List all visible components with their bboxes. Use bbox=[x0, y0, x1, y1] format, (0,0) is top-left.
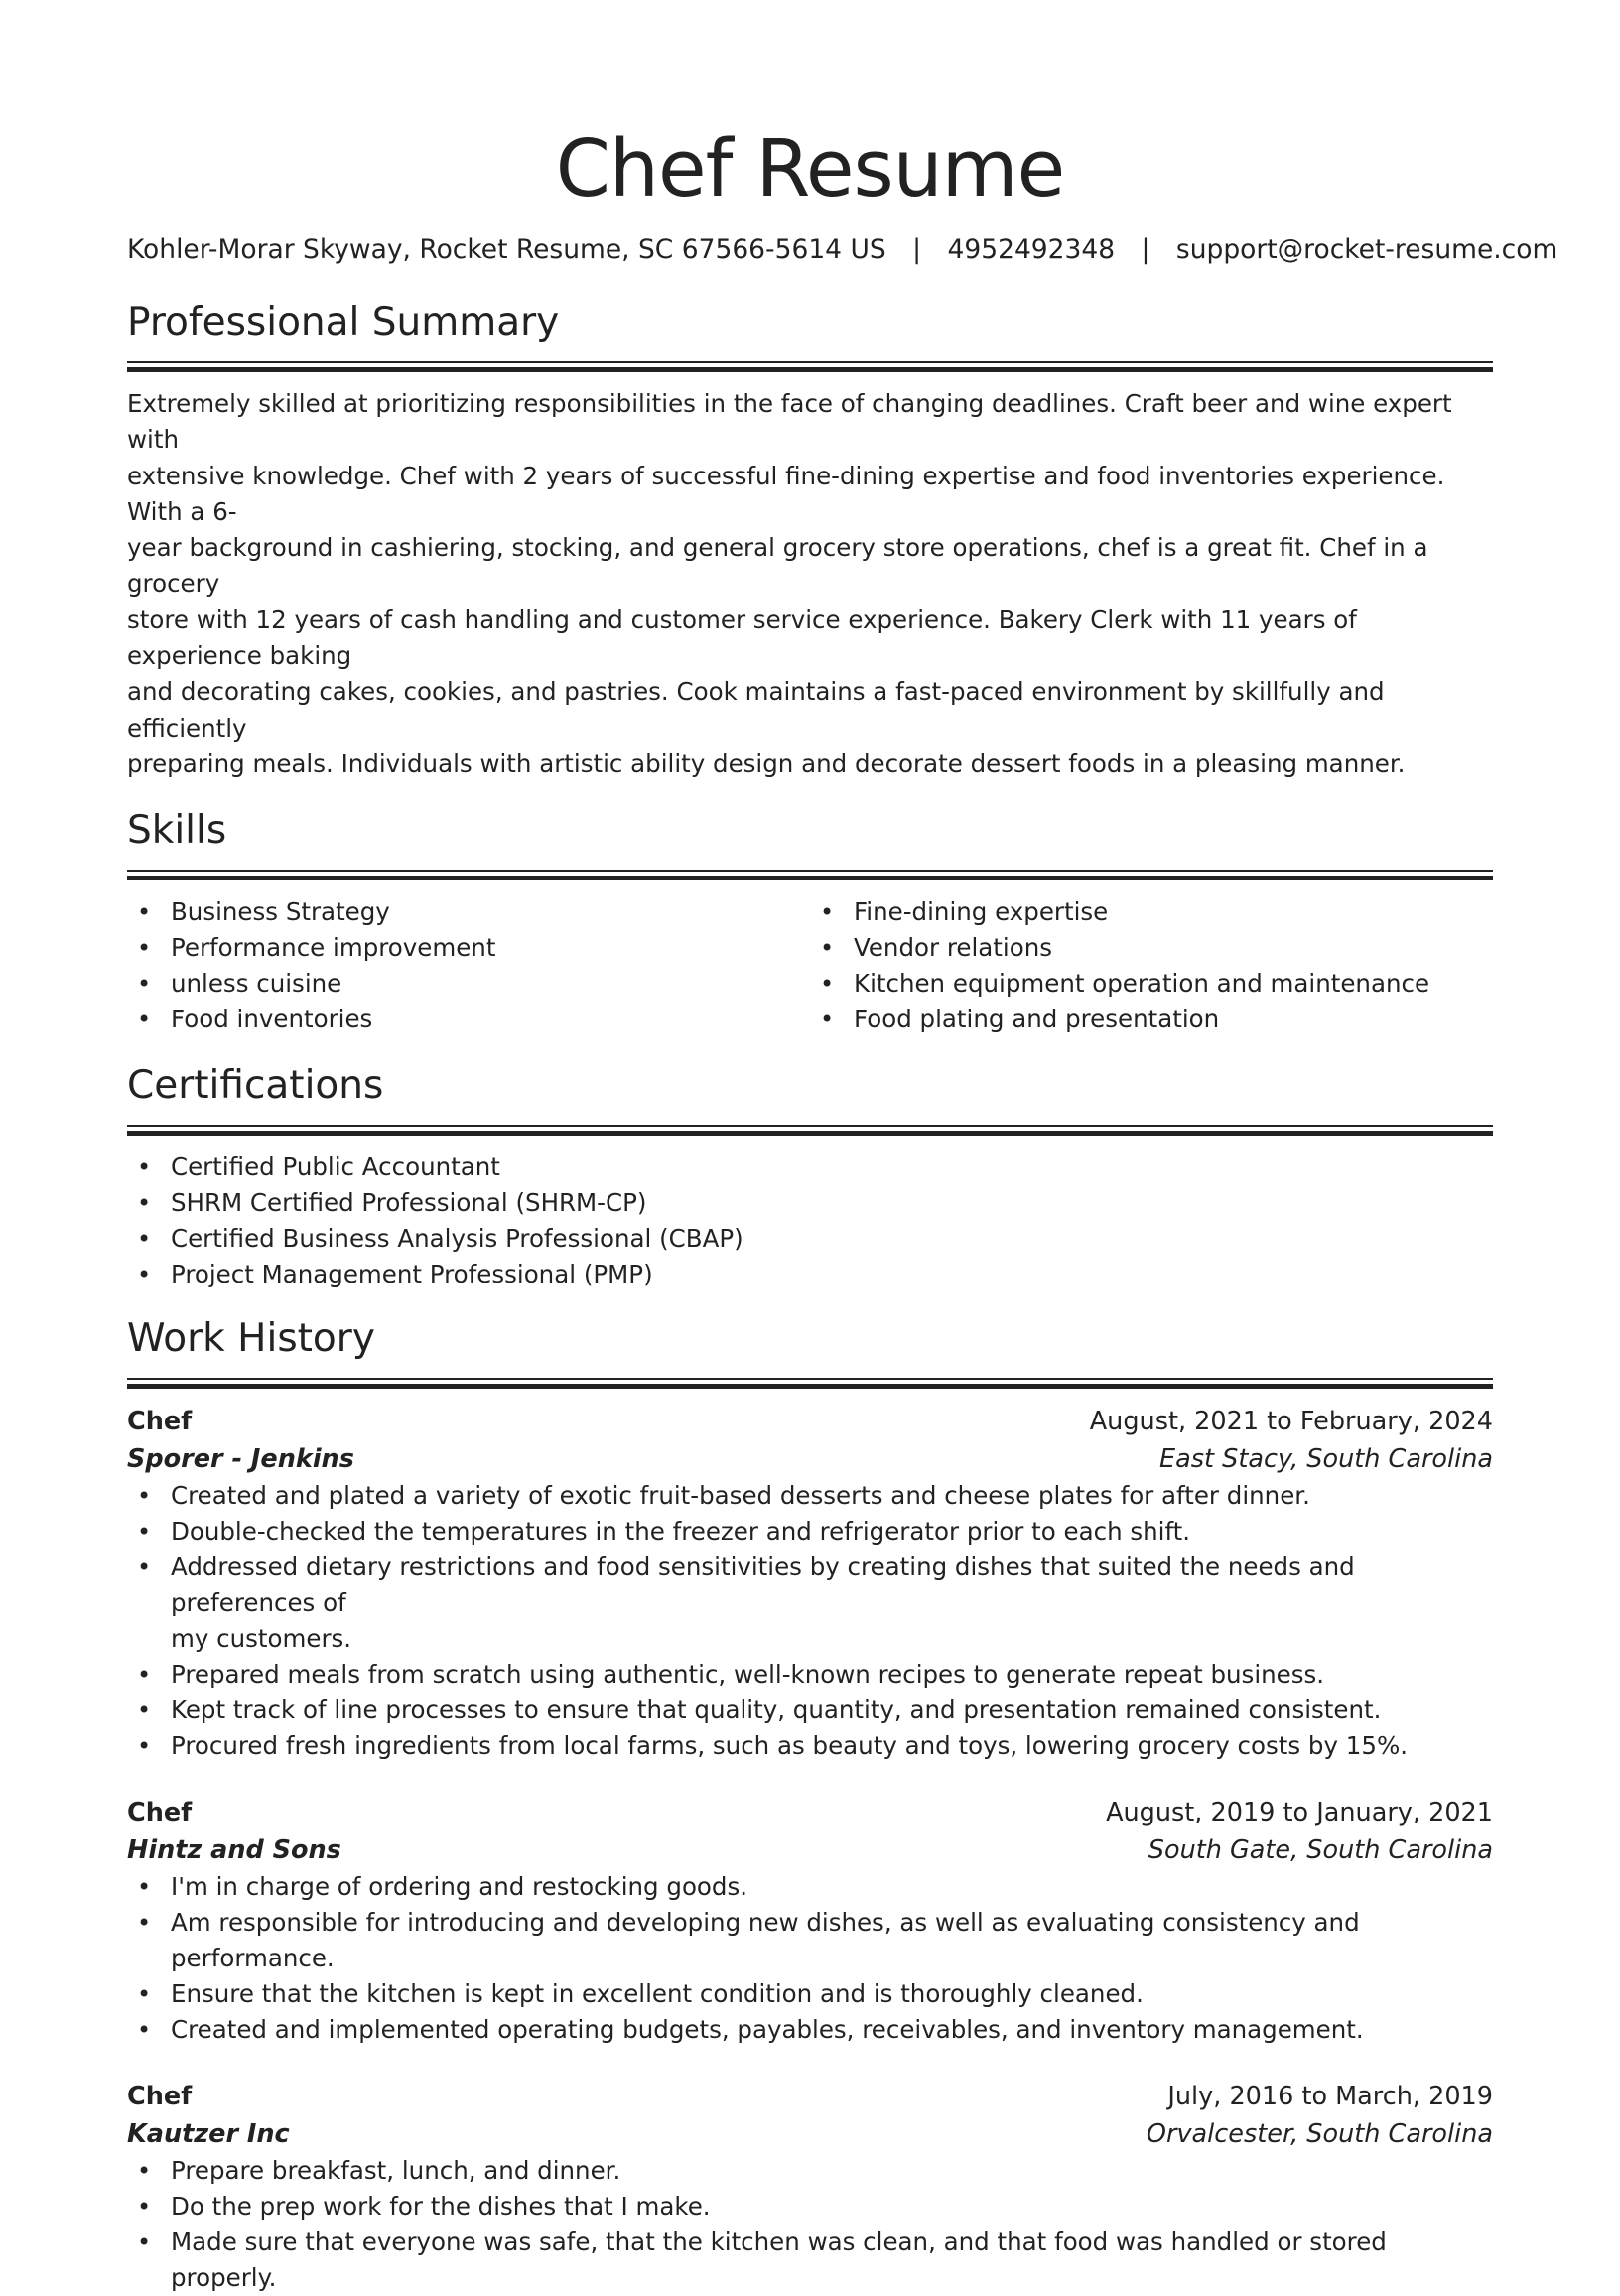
summary-section bbox=[127, 298, 1493, 782]
job-duty: • Prepare breakfast, lunch, and dinner. bbox=[127, 2153, 1493, 2189]
job-duties-list bbox=[127, 2153, 1493, 2296]
job-duty: • Do the prep work for the dishes that I make. bbox=[127, 2189, 1493, 2225]
company-name: Sporer - Jenkins bbox=[127, 1444, 354, 1475]
skill-item: • Food inventories bbox=[127, 1002, 810, 1037]
job-entry bbox=[127, 1403, 1493, 1764]
job-duty: • Procured fresh ingredients from local farms, such as beauty and toys, lowering grocery costs by 15%. bbox=[127, 1728, 1493, 1764]
summary-line: year background in cashiering, stocking, and general grocery store operations, chef is a great fit. Chef in a grocery bbox=[127, 533, 1428, 599]
skills-right-list bbox=[810, 894, 1493, 1037]
summary-line: and decorating cakes, cookies, and pastries. Cook maintains a fast-paced environment by skillfully and efficiently bbox=[127, 677, 1385, 743]
section-divider bbox=[127, 1378, 1493, 1389]
job-duties-list bbox=[127, 1478, 1493, 1764]
section-divider bbox=[127, 361, 1493, 372]
job-location: Orvalcester, South Carolina bbox=[1146, 2119, 1493, 2150]
certification-item: • Certified Public Accountant bbox=[127, 1149, 1493, 1185]
job-dates: August, 2019 to January, 2021 bbox=[1106, 1798, 1493, 1828]
job-duty: • I'm in charge of ordering and restocking goods. bbox=[127, 1869, 1493, 1905]
summary-line: extensive knowledge. Chef with 2 years of successful fine-dining expertise and food inventories experience. With a 6- bbox=[127, 461, 1445, 526]
resume-title: Chef Resume bbox=[555, 123, 1065, 214]
job-duty: • Am responsible for introducing and developing new dishes, as well as evaluating consistency and performance. bbox=[127, 1905, 1493, 1976]
certifications-section bbox=[127, 1061, 1493, 1292]
job-title: Chef bbox=[127, 1407, 193, 1437]
skill-item: • Kitchen equipment operation and maintenance bbox=[810, 966, 1493, 1002]
summary-line: Extremely skilled at prioritizing responsibilities in the face of changing deadlines. Craft beer and wine expert with bbox=[127, 389, 1452, 455]
job-duty: • Prepared meals from scratch using authentic, well-known recipes to generate repeat business. bbox=[127, 1657, 1493, 1692]
job-header-row bbox=[127, 1794, 1493, 1831]
work-history-section bbox=[127, 1314, 1493, 2296]
skills-section bbox=[127, 806, 1493, 1037]
skill-item: • Food plating and presentation bbox=[810, 1002, 1493, 1037]
job-company-row bbox=[127, 1440, 1493, 1478]
work-history-heading: Work History bbox=[127, 1316, 375, 1362]
summary-line: preparing meals. Individuals with artistic ability design and decorate dessert foods in a pleasing manner. bbox=[127, 748, 1406, 778]
section-divider bbox=[127, 1125, 1493, 1136]
summary-text bbox=[127, 386, 1493, 782]
job-header-row bbox=[127, 2078, 1493, 2115]
company-name: Kautzer Inc bbox=[127, 2119, 290, 2150]
email: support@rocket-resume.com bbox=[1175, 234, 1558, 265]
job-dates: August, 2021 to February, 2024 bbox=[1089, 1407, 1493, 1437]
job-company-row bbox=[127, 2115, 1493, 2153]
job-duty: • Kept track of line processes to ensure that quality, quantity, and presentation remained consistent. bbox=[127, 1692, 1493, 1728]
summary-heading: Professional Summary bbox=[127, 300, 560, 344]
skill-item: • unless cuisine bbox=[127, 966, 810, 1002]
job-duty: • Ensure that the kitchen is kept in excellent condition and is thoroughly cleaned. bbox=[127, 1976, 1493, 2012]
job-header-row bbox=[127, 1403, 1493, 1440]
certification-item: • SHRM Certified Professional (SHRM-CP) bbox=[127, 1185, 1493, 1221]
skills-grid bbox=[127, 894, 1493, 1037]
job-location: East Stacy, South Carolina bbox=[1159, 1444, 1493, 1475]
job-duty: • Double-checked the temperatures in the freezer and refrigerator prior to each shift. bbox=[127, 1514, 1493, 1550]
summary-line: store with 12 years of cash handling and customer service experience. Bakery Clerk with 11 years of experience baking bbox=[127, 605, 1357, 671]
skills-heading: Skills bbox=[127, 808, 227, 854]
job-duty: • Created and implemented operating budgets, payables, receivables, and inventory management. bbox=[127, 2012, 1493, 2048]
contact-separator: | bbox=[1141, 234, 1150, 265]
job-duty: • Made sure that everyone was safe, that the kitchen was clean, and that food was handled or stored properly. bbox=[127, 2225, 1493, 2296]
skill-item: • Vendor relations bbox=[810, 930, 1493, 966]
phone: 4952492348 bbox=[947, 234, 1116, 265]
job-duty-line: my customers. bbox=[171, 1624, 352, 1654]
certifications-list bbox=[127, 1149, 1493, 1292]
job-title: Chef bbox=[127, 2082, 193, 2112]
job-duty-line: Addressed dietary restrictions and food sensitivities by creating dishes that suited the needs and preferences of bbox=[171, 1553, 1355, 1618]
certifications-heading: Certifications bbox=[127, 1063, 384, 1109]
skills-left-list bbox=[127, 894, 810, 1037]
job-duty: • Created and plated a variety of exotic fruit-based desserts and cheese plates for after dinner. bbox=[127, 1478, 1493, 1514]
certification-item: • Certified Business Analysis Professional (CBAP) bbox=[127, 1221, 1493, 1257]
job-dates: July, 2016 to March, 2019 bbox=[1167, 2082, 1493, 2112]
job-entry bbox=[127, 1794, 1493, 2048]
job-location: South Gate, South Carolina bbox=[1148, 1835, 1493, 1866]
certification-item: • Project Management Professional (PMP) bbox=[127, 1257, 1493, 1292]
company-name: Hintz and Sons bbox=[127, 1835, 341, 1866]
job-company-row bbox=[127, 1831, 1493, 1869]
skill-item: • Performance improvement bbox=[127, 930, 810, 966]
address: Kohler-Morar Skyway, Rocket Resume, SC 67566-5614 US bbox=[127, 234, 886, 265]
skill-item: • Business Strategy bbox=[127, 894, 810, 930]
contact-separator: | bbox=[912, 234, 922, 265]
job-entry bbox=[127, 2078, 1493, 2296]
skill-item: • Fine-dining expertise bbox=[810, 894, 1493, 930]
job-duties-list bbox=[127, 1869, 1493, 2048]
job-duty bbox=[127, 1550, 1493, 1657]
job-title: Chef bbox=[127, 1798, 193, 1828]
section-divider bbox=[127, 870, 1493, 880]
contact-line bbox=[127, 232, 1558, 268]
